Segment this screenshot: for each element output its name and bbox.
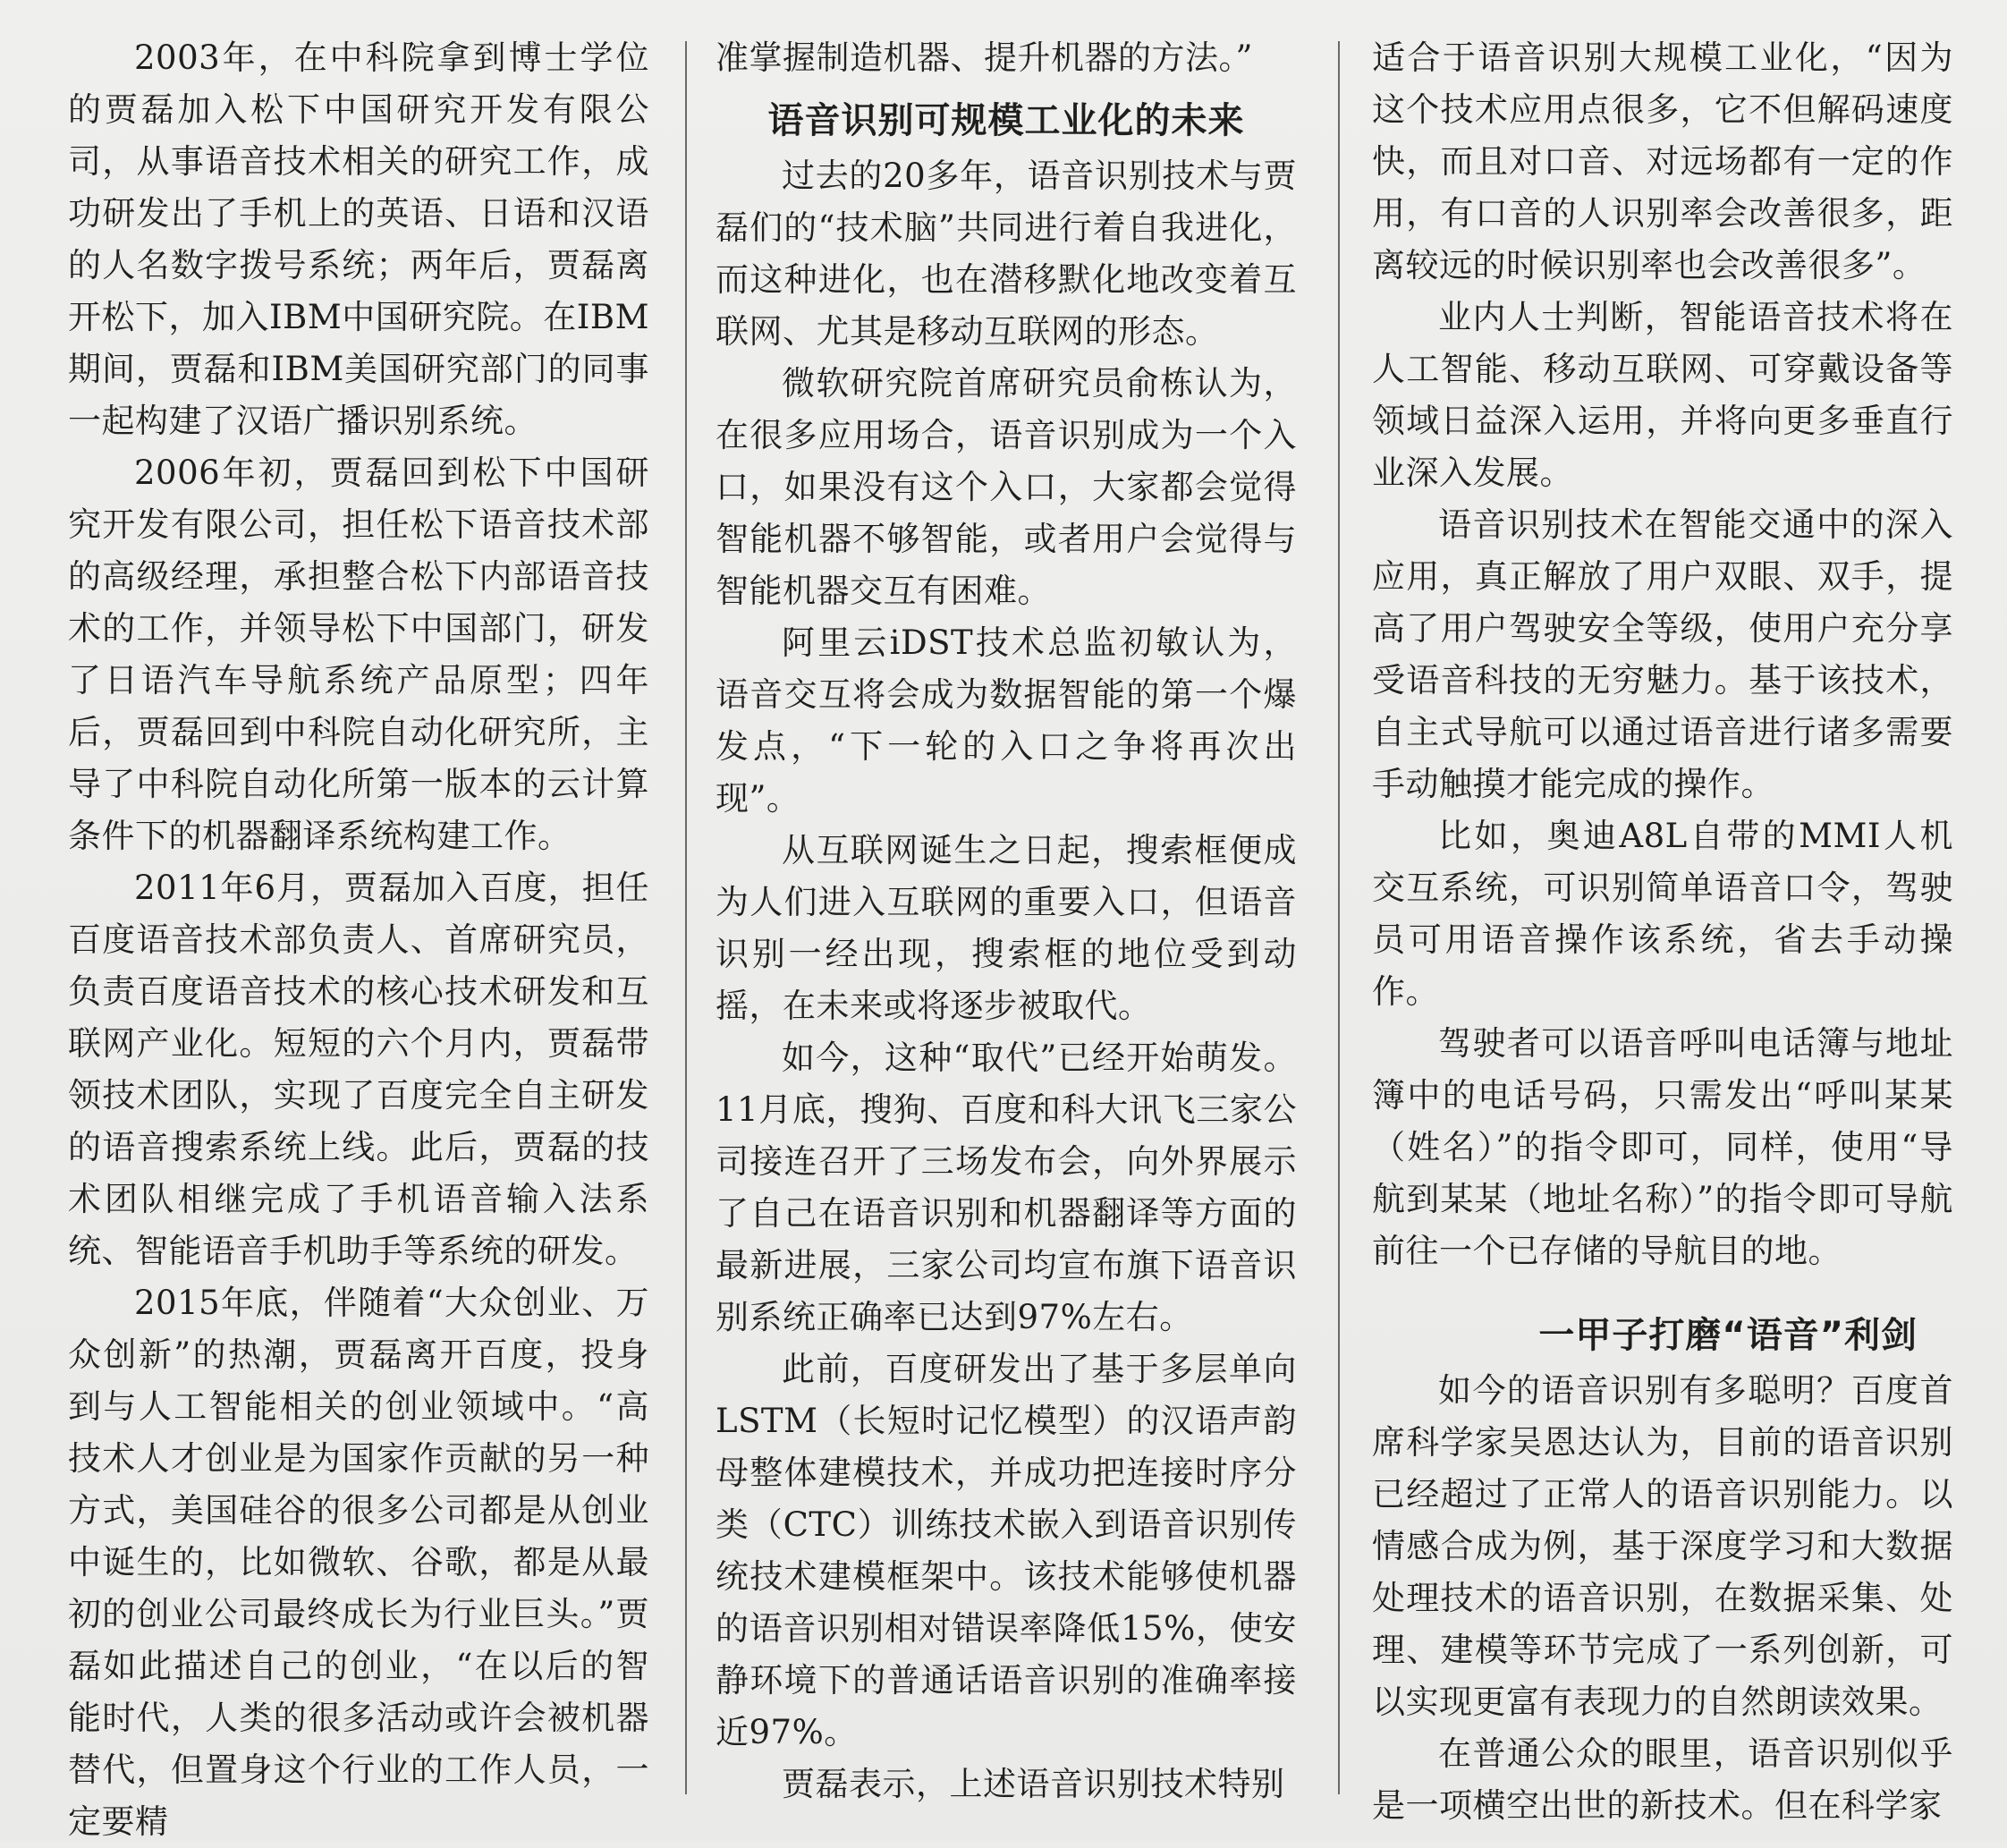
paragraph: 此前，百度研发出了基于多层单向LSTM（长短时记忆模型）的汉语声韵母整体建模技术，并成功把连接时序分类（CTC）训练技术嵌入到语音识别传统技术建模框架中。该技术能够使机器的语音识别相对错误率降低15%，使安静环境下的普通话语音识别的准确率接近97%。 — [716, 1350, 1297, 1751]
paragraph: 从互联网诞生之日起，搜索框便成为人们进入互联网的重要入口，但语音识别一经出现，搜索框的地位受到动摇，在未来或将逐步被取代。 — [716, 831, 1297, 1025]
paragraph: 业内人士判断，智能语音技术将在人工智能、移动互联网、可穿戴设备等领域日益深入运用，并将向更多垂直行业深入发展。 — [1372, 298, 1953, 492]
paragraph-continued: 准掌握制造机器、提升机器的方法。” — [716, 38, 1253, 77]
section-heading: 一甲子打磨“语音”利剑 — [1538, 1315, 1918, 1356]
paragraph: 比如，奥迪A8L自带的MMI人机交互系统，可识别简单语音口令，驾驶员可用语音操作该系统，省去手动操作。 — [1372, 817, 1953, 1011]
text-column-1 — [68, 32, 649, 1841]
paragraph: 贾磊表示，上述语音识别技术特别 — [782, 1765, 1285, 1803]
column-divider — [1338, 41, 1340, 1794]
paragraph: 驾驶者可以语音呼叫电话簿与地址簿中的电话号码，只需发出“呼叫某某（姓名）”的指令即可，同样，使用“导航到某某（地址名称）”的指令即可导航前往一个已存储的导航目的地。 — [1372, 1024, 1953, 1270]
paragraph: 2011年6月，贾磊加入百度，担任百度语音技术部负责人、首席研究员，负责百度语音技术的核心技术研发和互联网产业化。短短的六个月内，贾磊带领技术团队，实现了百度完全自主研发的语音搜索系统上线。此后，贾磊的技术团队相继完成了手机语音输入法系统、智能语音手机助手等系统的研发。 — [68, 869, 649, 1270]
paragraph: 在普通公众的眼里，语音识别似乎是一项横空出世的新技术。但在科学家 — [1372, 1734, 1953, 1825]
paragraph: 如今的语音识别有多聪明？百度首席科学家吴恩达认为，目前的语音识别已经超过了正常人的语音识别能力。以情感合成为例，基于深度学习和大数据处理技术的语音识别，在数据采集、处理、建模等环节完成了一系列创新，可以实现更富有表现力的自然朗读效果。 — [1372, 1371, 1953, 1721]
paragraph-continued: 适合于语音识别大规模工业化，“因为这个技术应用点很多，它不但解码速度快，而且对口音、对远场都有一定的作用，有口音的人识别率会改善很多，距离较远的时候识别率也会改善很多”。 — [1372, 38, 1953, 284]
paragraph: 如今，这种“取代”已经开始萌发。11月底，搜狗、百度和科大讯飞三家公司接连召开了三场发布会，向外界展示了自己在语音识别和机器翻译等方面的最新进展，三家公司均宣布旗下语音识别系统正确率已达到97%左右。 — [716, 1038, 1297, 1336]
paragraph: 过去的20多年，语音识别技术与贾磊们的“技术脑”共同进行着自我进化，而这种进化，也在潜移默化地改变着互联网、尤其是移动互联网的形态。 — [716, 157, 1297, 351]
text-column-3 — [1372, 32, 1953, 1825]
paragraph: 2006年初，贾磊回到松下中国研究开发有限公司，担任松下语音技术部的高级经理，承担整合松下内部语音技术的工作，并领导松下中国部门，研发了日语汽车导航系统产品原型；四年后，贾磊回到中科院自动化研究所，主导了中科院自动化所第一版本的云计算条件下的机器翻译系统构建工作。 — [68, 454, 649, 855]
text-column-2 — [716, 32, 1297, 1812]
section-heading: 语音识别可规模工业化的未来 — [767, 100, 1245, 141]
paragraph: 微软研究院首席研究员俞栋认为，在很多应用场合，语音识别成为一个入口，如果没有这个入口，大家都会觉得智能机器不够智能，或者用户会觉得与智能机器交互有困难。 — [716, 364, 1297, 610]
paragraph: 语音识别技术在智能交通中的深入应用，真正解放了用户双眼、双手，提高了用户驾驶安全等级，使用户充分享受语音科技的无穷魅力。基于该技术，自主式导航可以通过语音进行诸多需要手动触摸才能完成的操作。 — [1372, 505, 1953, 803]
column-divider — [685, 41, 687, 1794]
paragraph: 2015年底，伴随着“大众创业、万众创新”的热潮，贾磊离开百度，投身到与人工智能相关的创业领域中。“高技术人才创业是为国家作贡献的另一种方式，美国硅谷的很多公司都是从创业中诞生的，比如微软、谷歌，都是从最初的创业公司最终成长为行业巨头。”贾磊如此描述自己的创业，“在以后的智能时代，人类的很多活动或许会被机器替代，但置身这个行业的工作人员，一定要精 — [68, 1284, 649, 1841]
paragraph: 阿里云iDST技术总监初敏认为，语音交互将会成为数据智能的第一个爆发点，“下一轮的入口之争将再次出现”。 — [716, 623, 1297, 818]
paragraph: 2003年，在中科院拿到博士学位的贾磊加入松下中国研究开发有限公司，从事语音技术相关的研究工作，成功研发出了手机上的英语、日语和汉语的人名数字拨号系统；两年后，贾磊离开松下，加入IBM中国研究院。在IBM期间，贾磊和IBM美国研究部门的同事一起构建了汉语广播识别系统。 — [68, 38, 649, 440]
